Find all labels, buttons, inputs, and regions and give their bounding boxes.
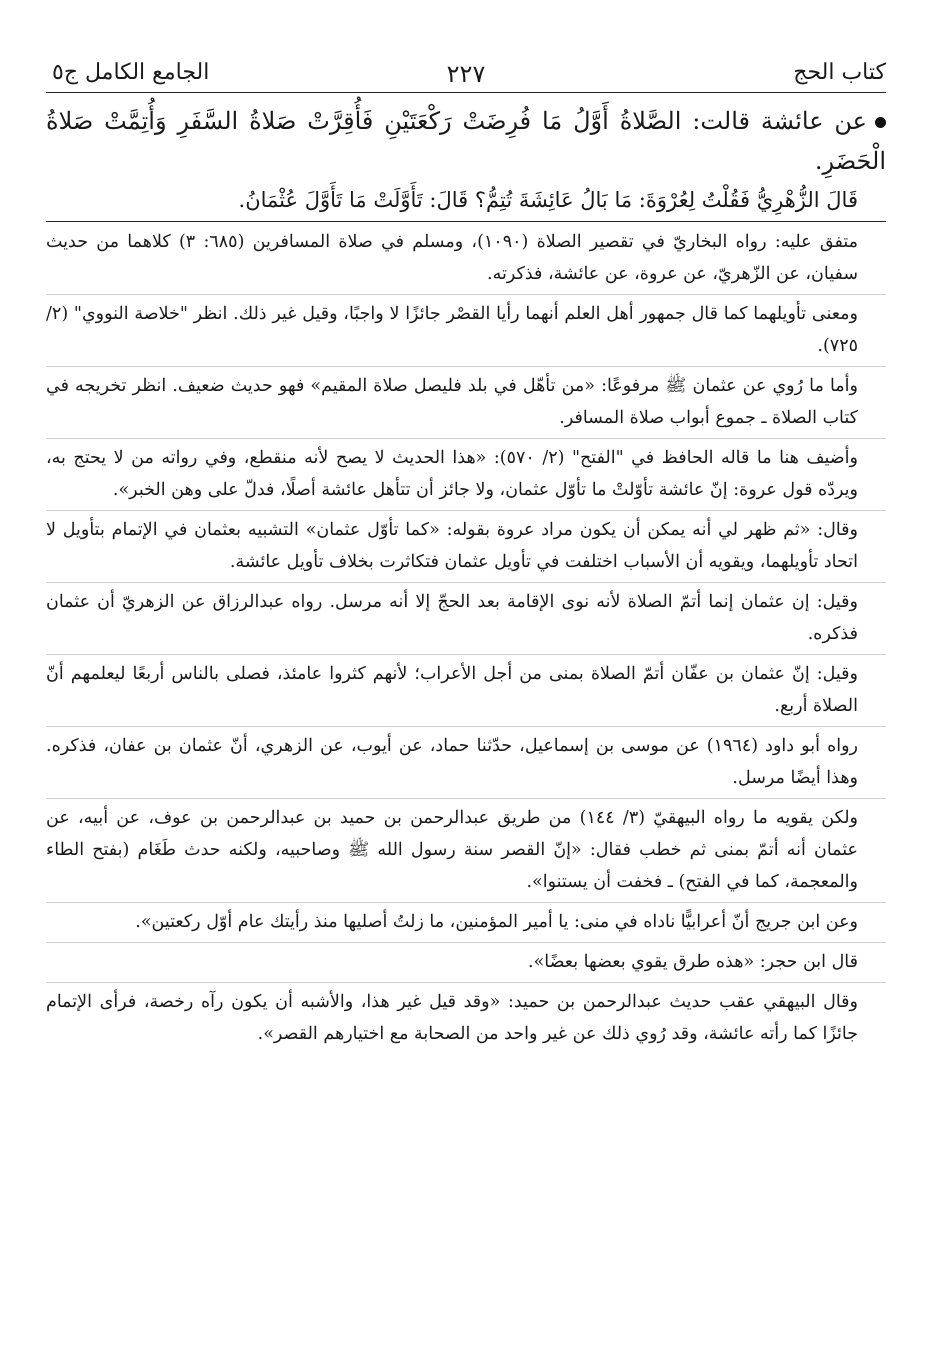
note-ibn-jurayj: وعن ابن جريج أنّ أعرابيًّا ناداه في منى: يا أمير المؤمنين، ما زلتُ أصليها منذ رأيتك عام أوّل ركعتين». xyxy=(46,906,886,943)
main-hadith-text: عن عائشة قالت: الصَّلاةُ أَوَّلُ مَا فُرِضَتْ رَكْعَتَيْنِ فَأُقِرَّتْ صَلاةُ السَّفَرِ وَأُتِمَّتْ صَلاةُ الْحَضَرِ. xyxy=(46,107,886,175)
book-title: كتاب الحج xyxy=(793,60,886,85)
running-header xyxy=(46,52,886,93)
zuhri-line: قَالَ الزُّهْرِيُّ فَقُلْتُ لِعُرْوَةَ: مَا بَالُ عَائِشَةَ تُتِمُّ؟ قَالَ: تَأَوَّلَتْ مَا تَأَوَّلَ عُثْمَانُ. xyxy=(238,188,858,212)
note-takhrij: متفق عليه: رواه البخاريّ في تقصير الصلاة (١٠٩٠)، ومسلم في صلاة المسافرين (٦٨٥: ٣) كلاهما من حديث سفيان، عن الزّهريّ، عن عروة، عن عائشة، فذكرته. xyxy=(46,226,886,295)
page-body xyxy=(46,93,886,1054)
bullet-icon xyxy=(875,117,886,128)
note-meaning: ومعنى تأويلهما كما قال جمهور أهل العلم أنهما رأيا القصْر جائزًا لا واجبًا، وقيل غير ذلك. انظر "خلاصة النووي" (٢/ ٧٢٥). xyxy=(46,298,886,367)
note-urwa: وقال: «ثم ظهر لي أنه يمكن أن يكون مراد عروة بقوله: «كما تأوّل عثمان» التشبيه بعثمان في الإتمام بتأويل لا اتحاد تأويلهما، ويقويه أن الأسباب اختلفت في تأويل عثمان فتكاثرت بخلاف تأويل عائشة. xyxy=(46,514,886,583)
note-arab: وقيل: إنّ عثمان بن عفّان أتمّ الصلاة بمنى من أجل الأعراب؛ لأنهم كثروا عامئذ، فصلى بالناس أربعًا ليعلمهم أنّ الصلاة أربع. xyxy=(46,658,886,727)
volume-title: الجامع الكامل ج٥ xyxy=(52,60,210,85)
note-uthman-marfu: وأما ما رُوي عن عثمان ﷺ مرفوعًا: «من تأهّل في بلد فليصل صلاة المقيم» فهو حديث ضعيف. انظر تخريجه في كتاب الصلاة ـ جموع أبواب صلاة المسافر. xyxy=(46,370,886,439)
note-iqama: وقيل: إن عثمان إنما أتمّ الصلاة لأنه نوى الإقامة بعد الحجّ إلا أنه مرسل. رواه عبدالرزاق عن الزهريّ أن عثمان فذكره. xyxy=(46,586,886,655)
note-bayhaqi-1: ولكن يقويه ما رواه البيهقيّ (٣/ ١٤٤) من طريق عبدالرحمن بن حميد بن عبدالرحمن بن عوف، عن أبيه، عن عثمان أنه أتمّ بمنى ثم خطب فقال: «إنّ القصر سنة رسول الله ﷺ وصاحبيه، ولكنه حدث طَغَام (بفتح الطاء والمعجمة، كما في الفتح) ـ فخفت أن يستنوا». xyxy=(46,802,886,903)
note-fath: وأضيف هنا ما قاله الحافظ في "الفتح" (٢/ ٥٧٠): «هذا الحديث لا يصح لأنه منقطع، وفي رواته من لا يحتج به، ويردّه قول عروة: إنّ عائشة تأوّلتْ ما تأوّل عثمان، ولا جائز أن تتأهل عائشة أصلًا، فدلّ على وهن الخبر». xyxy=(46,442,886,511)
note-abu-dawud: رواه أبو داود (١٩٦٤) عن موسى بن إسماعيل، حدّثنا حماد، عن أيوب، عن الزهري، أنّ عثمان بن عفان، فذكره. وهذا أيضًا مرسل. xyxy=(46,730,886,799)
note-bayhaqi-2: وقال البيهقي عقب حديث عبدالرحمن بن حميد: «وقد قيل غير هذا، والأشبه أن يكون رآه رخصة، فرأى الإتمام جائزًا كما رأته عائشة، وقد رُوي ذلك عن غير واحد من الصحابة مع اختيارهم القصر». xyxy=(46,992,858,1044)
divider xyxy=(46,221,886,222)
book-page xyxy=(46,52,886,1057)
note-ibn-hajar: قال ابن حجر: «هذه طرق يقوي بعضها بعضًا». xyxy=(46,946,886,983)
main-hadith xyxy=(46,101,886,181)
page-number: ٢٢٧ xyxy=(446,60,486,88)
